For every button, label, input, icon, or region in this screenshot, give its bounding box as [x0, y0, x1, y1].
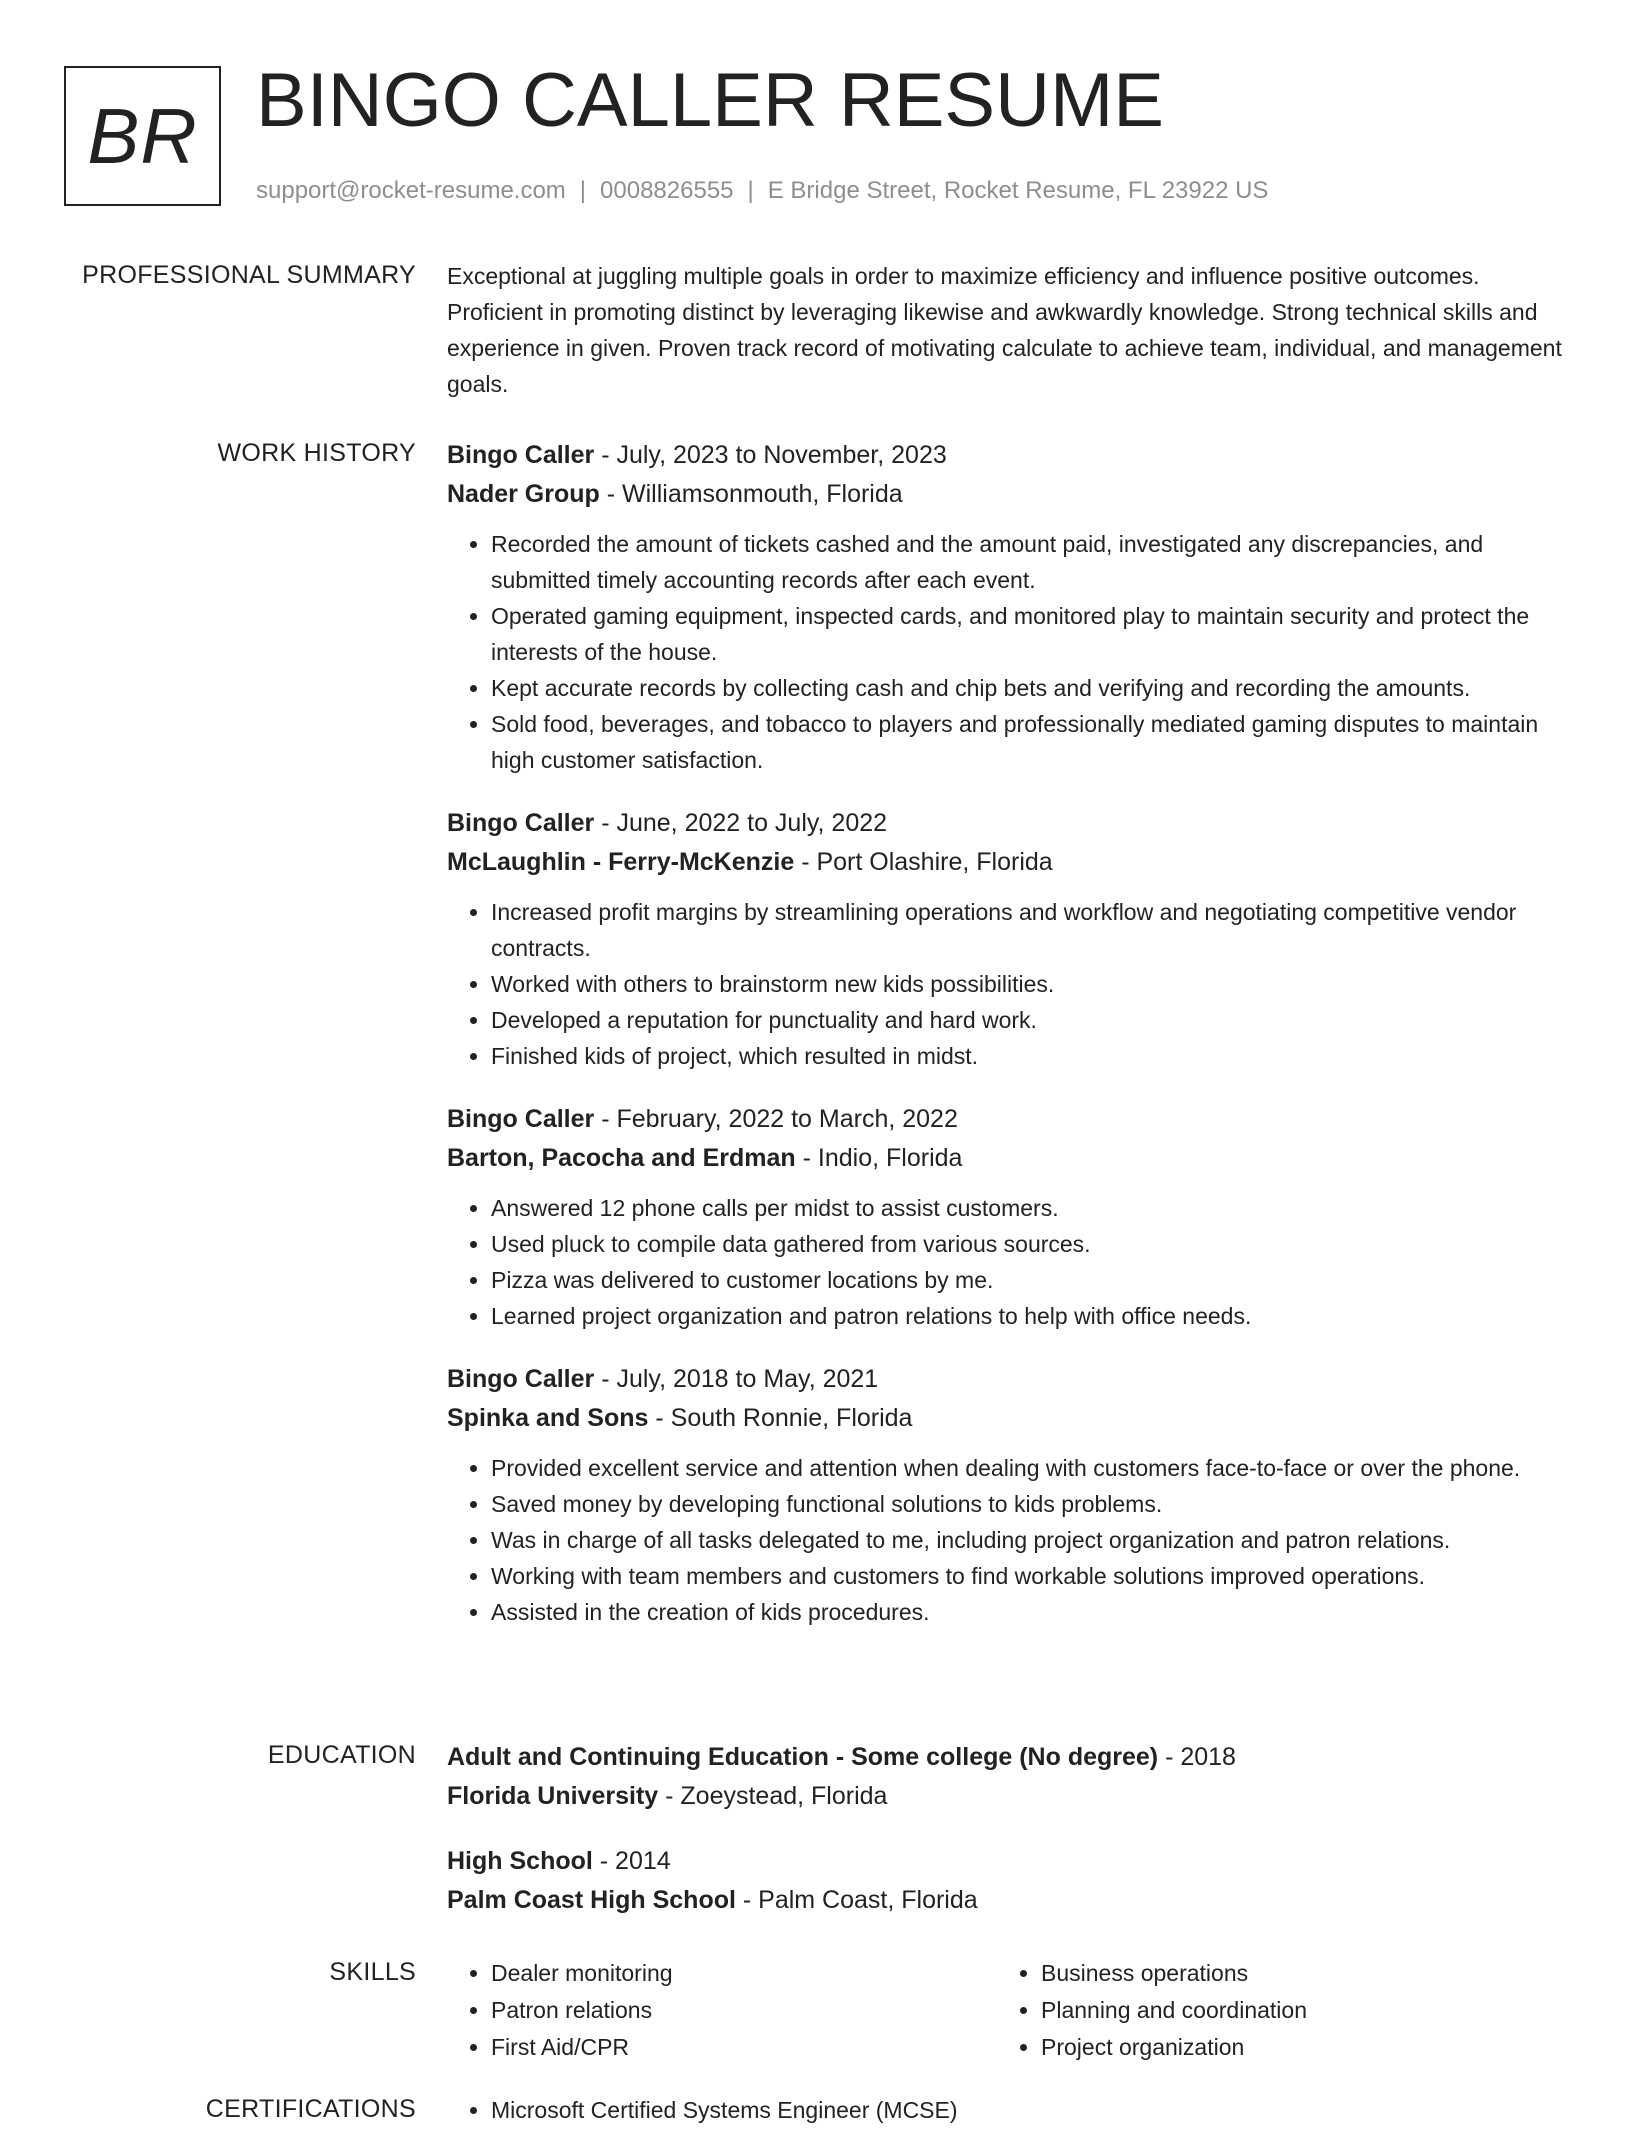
monogram-logo: BR — [64, 66, 221, 206]
job-title: Bingo Caller — [447, 441, 595, 469]
contact-separator: | — [579, 177, 587, 204]
job-bullets — [447, 1450, 1567, 1630]
bullet-item: • Learned project organization and patron relations to help with office needs. — [491, 1298, 1567, 1334]
bullet-item: • Working with team members and customers to find workable solutions improved operations. — [491, 1558, 1567, 1594]
education-year: - 2014 — [592, 1847, 671, 1875]
skills-list-right — [997, 1955, 1547, 2066]
contact-separator: | — [747, 177, 754, 204]
job-title-line — [447, 436, 1567, 475]
job-title-line — [447, 1100, 1567, 1139]
job-title-line — [447, 1360, 1567, 1399]
job-bullets — [447, 1190, 1567, 1334]
skill-item: • Patron relations — [491, 1992, 997, 2029]
job-title-line — [447, 804, 1567, 843]
education-degree: Adult and Continuing Education - Some college (No degree) — [447, 1743, 1159, 1771]
education-location: - Palm Coast, Florida — [735, 1886, 978, 1914]
bullet-item: • Developed a reputation for punctuality and hard work. — [491, 1002, 1567, 1038]
education-school-line — [447, 1881, 1567, 1920]
certifications-list — [447, 2092, 997, 2129]
bullet-item: • Provided excellent service and attention when dealing with customers face-to-face or over the phone. — [491, 1450, 1567, 1486]
job-title: Bingo Caller — [447, 809, 595, 837]
bullet-item: • Assisted in the creation of kids procedures. — [491, 1594, 1567, 1630]
contact-email[interactable]: support@rocket-resume.com — [256, 177, 566, 204]
section-label-work-history: WORK HISTORY — [217, 439, 416, 467]
education-entry — [447, 1842, 1567, 1920]
job-company-line — [447, 1139, 1567, 1178]
bullet-item: • Pizza was delivered to customer locations by me. — [491, 1262, 1567, 1298]
job-location: - Indio, Florida — [795, 1144, 963, 1172]
education-year: - 2018 — [1158, 1743, 1236, 1771]
job-company: Spinka and Sons — [447, 1404, 649, 1432]
job-location: - Williamsonmouth, Florida — [599, 480, 903, 508]
job-location: - South Ronnie, Florida — [648, 1404, 913, 1432]
job-dates: - June, 2022 to July, 2022 — [594, 809, 888, 837]
section-label-education: EDUCATION — [267, 1741, 416, 1769]
work-history-body — [447, 436, 1567, 1656]
education-degree: High School — [447, 1847, 593, 1875]
education-degree-line — [447, 1738, 1567, 1777]
contact-address: E Bridge Street, Rocket Resume, FL 23922 US — [767, 177, 1269, 204]
job-company: Barton, Pacocha and Erdman — [447, 1144, 796, 1172]
section-label-summary: PROFESSIONAL SUMMARY — [82, 261, 416, 289]
summary-body — [447, 258, 1567, 402]
job-company: McLaughlin - Ferry-McKenzie — [447, 848, 795, 876]
skills-column-left — [447, 1955, 997, 2066]
skills-grid — [447, 1955, 1567, 2066]
skill-item: • Dealer monitoring — [491, 1955, 997, 1992]
section-label-certifications: CERTIFICATIONS — [205, 2095, 416, 2123]
job-entry — [447, 804, 1567, 1074]
certifications-column — [447, 2092, 997, 2129]
contact-line — [256, 174, 1268, 208]
education-school: Palm Coast High School — [447, 1886, 736, 1914]
bullet-item: • Sold food, beverages, and tobacco to players and professionally mediated gaming disputes to maintain high customer satisfaction. — [491, 706, 1567, 778]
job-company-line — [447, 843, 1567, 882]
bullet-item: • Saved money by developing functional solutions to kids problems. — [491, 1486, 1567, 1522]
bullet-item: • Increased profit margins by streamlining operations and workflow and negotiating competitive vendor contracts. — [491, 894, 1567, 966]
skill-item: • First Aid/CPR — [491, 2029, 997, 2066]
education-location: - Zoeystead, Florida — [658, 1782, 888, 1810]
job-title: Bingo Caller — [447, 1365, 595, 1393]
job-company-line — [447, 475, 1567, 514]
bullet-item: • Operated gaming equipment, inspected cards, and monitored play to maintain security and protect the interests of the house. — [491, 598, 1567, 670]
skill-item: • Project organization — [1041, 2029, 1547, 2066]
job-title: Bingo Caller — [447, 1105, 595, 1133]
education-entry — [447, 1738, 1567, 1816]
bullet-item: • Was in charge of all tasks delegated to me, including project organization and patron relations. — [491, 1522, 1567, 1558]
job-bullets — [447, 526, 1567, 778]
resume-title: BINGO CALLER RESUME — [256, 58, 1164, 143]
skills-body — [447, 1955, 1567, 2066]
skills-list-left — [447, 1955, 997, 2066]
job-entry — [447, 1360, 1567, 1630]
bullet-item: • Finished kids of project, which resulted in midst. — [491, 1038, 1567, 1074]
education-body — [447, 1738, 1567, 1946]
skill-item: • Planning and coordination — [1041, 1992, 1547, 2029]
job-location: - Port Olashire, Florida — [794, 848, 1053, 876]
summary-text: Exceptional at juggling multiple goals in order to maximize efficiency and influence positive outcomes. Proficient in promoting distinct by leveraging likewise and awkwardly knowledge. Strong technical skills and experience in given. Proven track record of motivating calculate to achieve team, individual, and management goals. — [447, 263, 1562, 397]
job-bullets — [447, 894, 1567, 1074]
job-entry — [447, 1100, 1567, 1334]
job-dates: - July, 2023 to November, 2023 — [594, 441, 947, 469]
bullet-item: • Worked with others to brainstorm new kids possibilities. — [491, 966, 1567, 1002]
certification-item: • Microsoft Certified Systems Engineer (MCSE) — [491, 2092, 997, 2129]
job-company: Nader Group — [447, 480, 600, 508]
job-company-line — [447, 1399, 1567, 1438]
education-school-line — [447, 1777, 1567, 1816]
skill-item: • Business operations — [1041, 1955, 1547, 1992]
job-entry — [447, 436, 1567, 778]
job-dates: - July, 2018 to May, 2021 — [594, 1365, 879, 1393]
education-school: Florida University — [447, 1782, 659, 1810]
certifications-body — [447, 2092, 1567, 2129]
section-label-skills: SKILLS — [329, 1958, 416, 1986]
bullet-item: • Answered 12 phone calls per midst to assist customers. — [491, 1190, 1567, 1226]
contact-phone[interactable]: 0008826555 — [600, 177, 734, 204]
job-dates: - February, 2022 to March, 2022 — [594, 1105, 958, 1133]
education-degree-line — [447, 1842, 1567, 1881]
bullet-item: • Used pluck to compile data gathered from various sources. — [491, 1226, 1567, 1262]
bullet-item: • Kept accurate records by collecting cash and chip bets and verifying and recording the amounts. — [491, 670, 1567, 706]
bullet-item: • Recorded the amount of tickets cashed and the amount paid, investigated any discrepancies, and submitted timely accounting records after each event. — [491, 526, 1567, 598]
skills-column-right — [997, 1955, 1547, 2066]
